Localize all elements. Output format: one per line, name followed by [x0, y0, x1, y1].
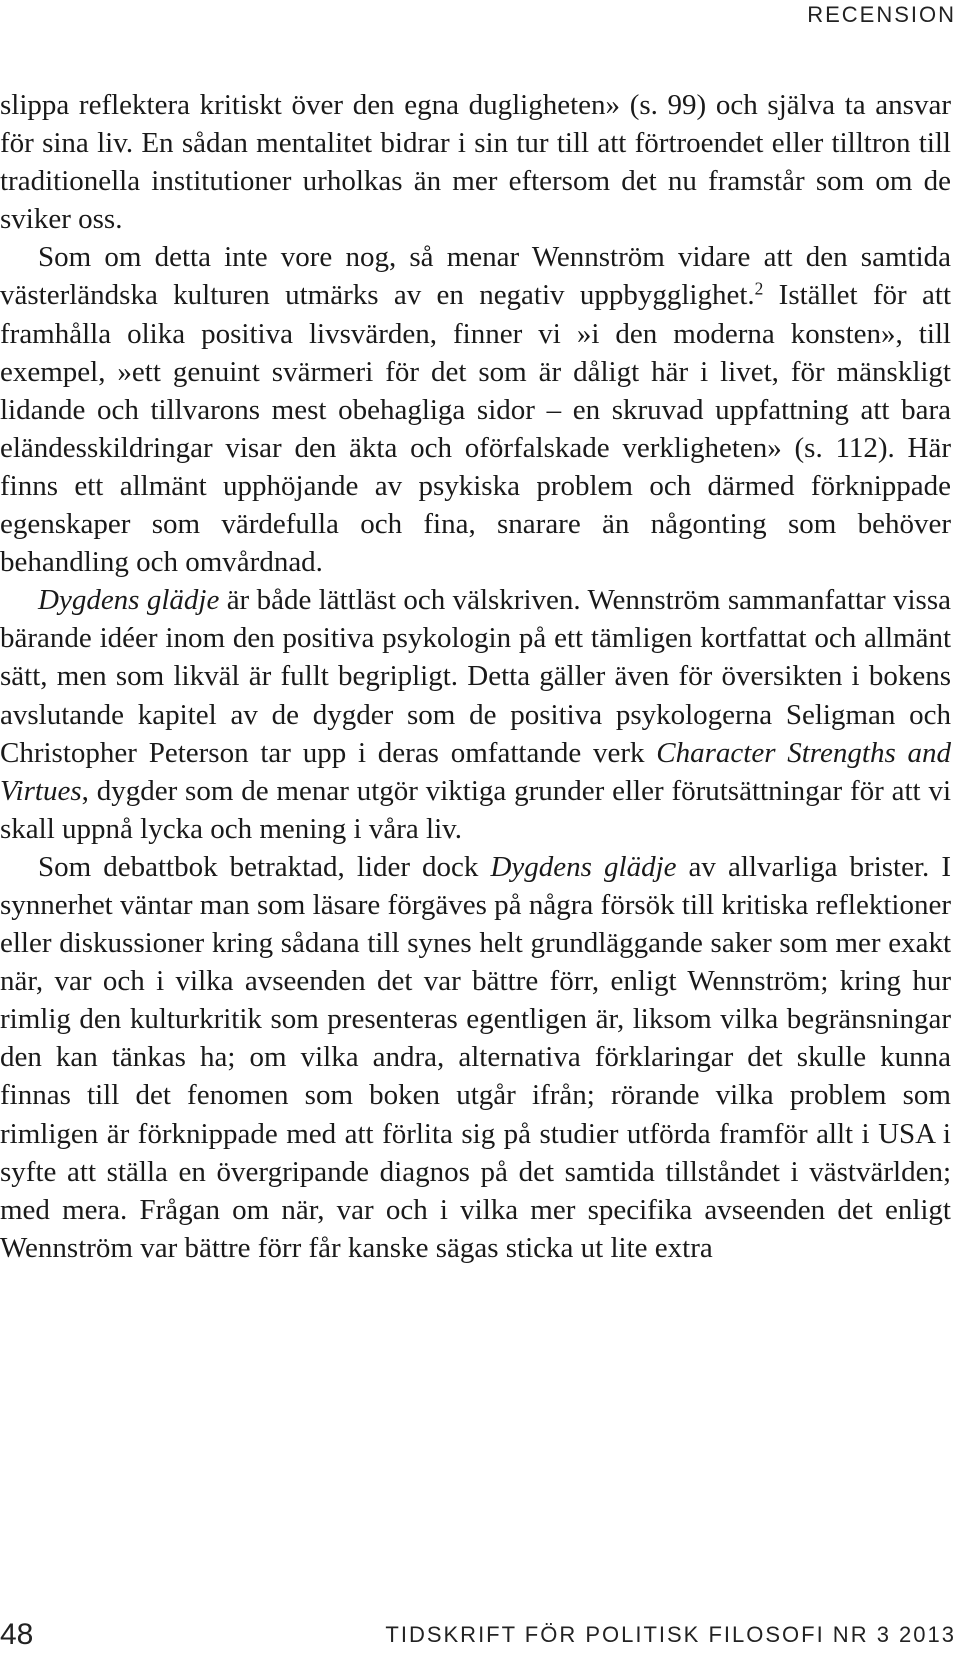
work-title: Character Strengths and Virtues: [0, 736, 951, 807]
footnote-marker: 2: [754, 278, 764, 299]
book-title-2: Dygdens glädje: [490, 850, 677, 883]
paragraph-1: [0, 86, 951, 238]
running-head: RECENSION: [807, 2, 956, 27]
paragraph-2: [0, 238, 951, 581]
paragraph-3-text-a: är både lättläst och välskriven. Wennström sammanfattar vissa bärande idéer inom den positiva psykologin på ett tämligen kortfattat och allmänt sätt, men som likväl är fullt begripligt. Detta gäller även för översikten i bokens avslutande kapitel av de dygder som de positiva psykologerna Seligman och Christopher Peterson tar upp i deras omfattande verk: [0, 584, 951, 769]
book-title: Dygdens glädje: [38, 584, 220, 617]
article-body: [0, 86, 951, 1267]
page-number: 48: [0, 1618, 34, 1651]
paragraph-3: [0, 581, 951, 848]
paragraph-4: [0, 848, 951, 1267]
paragraph-1-text: slippa reflektera kritiskt över den egna dugligheten» (s. 99) och själva ta ansvar för sina liv. En sådan mentalitet bidrar i sin tur till att förtroendet eller tilltron till traditionella institutioner urholkas än mer eftersom det nu framstår som om de sviker oss.: [0, 89, 951, 236]
paragraph-4-text-b: av allvarliga brister. I synnerhet väntar man som läsare förgäves på några försök till kritiska reflektioner eller diskussioner kring sådana till synes helt grundläggande saker som mer exakt när, var och i vilka avseenden det var bättre förr, enligt Wennström; kring hur rimlig den kulturkritik som presenteras egentligen är, liksom vilka begränsningar den kan tänkas ha; om vilka andra, alternativa förklaringar det skulle kunna finnas till det fenomen som boken utgår ifrån; rörande vilka problem som rimligen är förknippade med att förlita sig på studier utförda framför allt i USA i syfte att ställa en övergripande diagnos på det samtida tillståndet i västvärlden; med mera. Frågan om när, var och i vilka mer specifika avseenden det enligt Wennström var bättre förr får kanske sägas sticka ut lite extra: [0, 850, 951, 1264]
paragraph-2-text-a: Som om detta inte vore nog, så menar Wennström vidare att den samtida västerländska kulturen utmärks av en negativ uppbygglighet.: [0, 241, 951, 312]
paragraph-3-text-b: , dygder som de menar utgör viktiga grunder eller förutsättningar för att vi skall uppnå lycka och mening i våra liv.: [0, 774, 951, 845]
journal-footer: TIDSKRIFT FÖR POLITISK FILOSOFI NR 3 2013: [385, 1622, 956, 1647]
paragraph-4-text-a: Som debattbok betraktad, lider dock: [38, 850, 491, 883]
paragraph-2-text-b: Istället för att framhålla olika positiva livsvärden, finner vi »i den moderna konsten», till exempel, »ett genuint svärmeri för det som är dåligt här i livet, för mänskligt lidande och tillvarons mest obehagliga sidor – en skruvad uppfattning att bara eländesskildringar visar den äkta och oförfalskade verkligheten» (s. 112). Här finns ett allmänt upphöjande av psykiska problem och därmed förknippade egenskaper som värdefulla och fina, snarare än någonting som behöver behandling och omvårdnad.: [0, 279, 952, 579]
